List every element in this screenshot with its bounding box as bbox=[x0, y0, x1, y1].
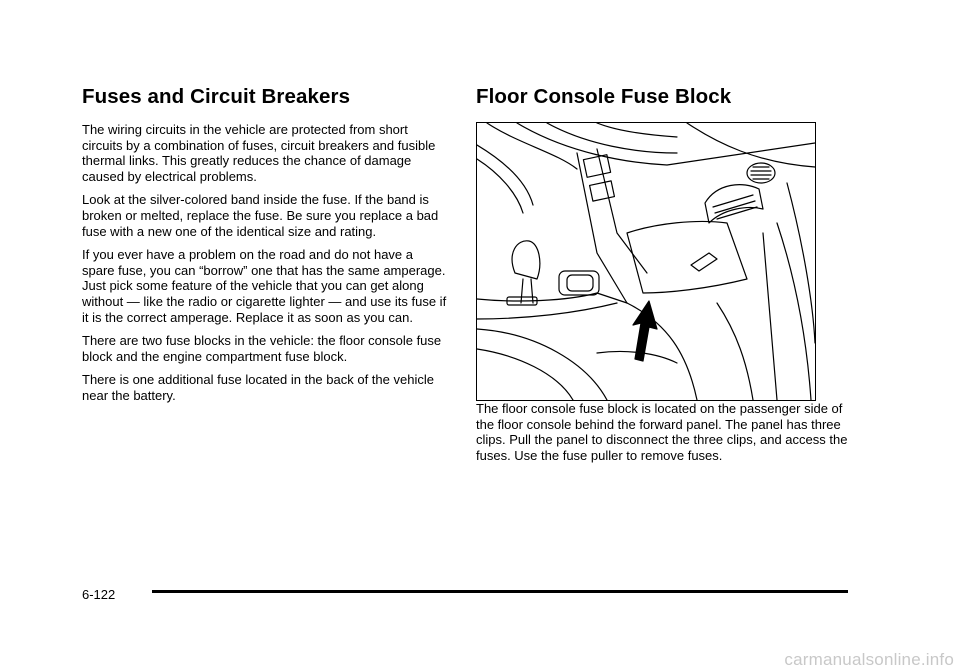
floor-line bbox=[717, 303, 753, 400]
glove-box bbox=[627, 221, 747, 293]
section-title-floor-console: Floor Console Fuse Block bbox=[476, 85, 732, 108]
shifter-knob bbox=[512, 241, 540, 279]
center-stack-line bbox=[597, 149, 647, 273]
dashboard-line bbox=[517, 123, 815, 165]
speaker-grille bbox=[747, 163, 775, 183]
paragraph-silver-band: Look at the silver-colored band inside the fuse. If the band is broken or melted, replace the fuse. Be sure you replace a bad fuse with a new one of the identical size and rating. bbox=[82, 192, 439, 239]
paragraph-additional-fuse: There is one additional fuse located in the back of the vehicle near the battery. bbox=[82, 372, 434, 403]
air-vent bbox=[705, 185, 763, 223]
cupholder bbox=[567, 275, 593, 291]
left-column bbox=[82, 84, 448, 412]
speaker-grille-line bbox=[751, 167, 771, 179]
console-line bbox=[477, 293, 627, 303]
seat-line bbox=[477, 349, 573, 400]
shifter-stem bbox=[521, 279, 533, 303]
paragraph-wiring-circuits: The wiring circuits in the vehicle are protected from short circuits by a combination of fuses, circuit breakers and fusible thermal links. This greatly reduces the chance of damage caused by electrical problems. bbox=[82, 122, 436, 184]
console-line bbox=[477, 303, 617, 319]
watermark: carmanualsonline.info bbox=[784, 650, 954, 669]
dashboard-line bbox=[597, 123, 677, 137]
air-vent-slat bbox=[713, 195, 753, 207]
figure-caption: The floor console fuse block is located on the passenger side of the floor console behind the forward panel. The panel has three clips. Pull the panel to disconnect the three clips, and access the fuses. Use the fuse puller to remove fuses. bbox=[476, 401, 848, 463]
floor-console-illustration bbox=[476, 122, 816, 401]
seat-line bbox=[477, 329, 607, 400]
paragraph-two-fuse-blocks: There are two fuse blocks in the vehicle: the floor console fuse block and the engine compartment fuse block. bbox=[82, 333, 442, 364]
paragraph-borrow-fuse: If you ever have a problem on the road and do not have a spare fuse, you can “borrow” one that has the same amperage. Just pick some feature of the vehicle that you can get along without — like the radio or cigarette lighter — and use its fuse if it is the correct amperage. Replace it as soon as you can. bbox=[82, 247, 447, 325]
steering-column-line bbox=[487, 123, 577, 169]
center-stack-vent bbox=[590, 181, 615, 201]
glove-box-handle bbox=[691, 253, 717, 271]
section-title-fuses: Fuses and Circuit Breakers bbox=[82, 85, 351, 108]
page-number: 6-122 bbox=[82, 587, 116, 602]
dashboard-line bbox=[687, 123, 815, 167]
steering-wheel-line bbox=[477, 159, 523, 213]
footer-rule bbox=[152, 590, 848, 593]
door-line bbox=[763, 233, 777, 400]
steering-wheel-line bbox=[477, 145, 533, 205]
arrow-icon bbox=[633, 301, 657, 361]
a-pillar-line bbox=[777, 223, 811, 400]
right-column bbox=[476, 84, 850, 471]
center-stack-vent bbox=[583, 155, 610, 178]
center-stack-line bbox=[577, 153, 627, 303]
